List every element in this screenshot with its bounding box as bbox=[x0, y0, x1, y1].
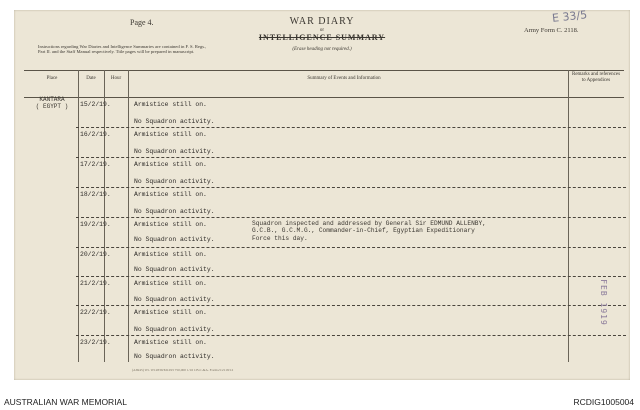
erase-note: (Erase heading not required.) bbox=[292, 47, 352, 52]
entry-line: Armistice still on. bbox=[134, 309, 207, 316]
row-separator bbox=[76, 217, 626, 218]
column-divider bbox=[104, 70, 105, 362]
entry-date: 16/2/19. bbox=[80, 131, 111, 138]
page-subtitle: INTELLIGENCE SUMMARY bbox=[258, 33, 386, 42]
row-separator bbox=[76, 335, 626, 336]
entry-line: Armistice still on. bbox=[134, 191, 207, 198]
instructions-note: Instructions regarding War Diaries and Intelligence Summaries are contained in F. S. Regs., Part II. and the Staff Manual respectively. Title pages will be prepared in manuscript. bbox=[38, 44, 207, 55]
received-date-stamp: FEB 1919 bbox=[598, 279, 608, 326]
army-form-label: Army Form C. 2118. bbox=[524, 27, 579, 34]
entry-line: Armistice still on. bbox=[134, 280, 207, 287]
entry-date: 18/2/19. bbox=[80, 191, 111, 198]
printer-imprint: (A6945) Wt. W12839/M1293 750,000 1/16 J.B.C.&A. Forms/C2118/12 bbox=[132, 368, 234, 372]
title-connector: or bbox=[319, 28, 325, 33]
column-header-remarks: Remarks and references to Appendices bbox=[571, 72, 621, 83]
entry-date: 17/2/19. bbox=[80, 161, 111, 168]
entry-line: Armistice still on. bbox=[134, 221, 207, 228]
remark-line: Squadron inspected and addressed by General Sir EDMUND ALLENBY, bbox=[252, 220, 486, 227]
column-header-place: Place bbox=[46, 76, 58, 81]
row-separator bbox=[76, 276, 626, 277]
place-cell bbox=[22, 96, 82, 110]
reference-stamp: E 33/5 bbox=[551, 8, 588, 25]
row-separator bbox=[76, 305, 626, 306]
entry-date: 20/2/19. bbox=[80, 251, 111, 258]
column-header-summary: Summary of Events and Information bbox=[307, 76, 381, 81]
diary-page bbox=[14, 10, 630, 380]
archive-credit: AUSTRALIAN WAR MEMORIAL bbox=[4, 397, 127, 407]
row-separator bbox=[76, 247, 626, 248]
entry-line: No Squadron activity. bbox=[134, 353, 215, 360]
entry-date: 21/2/19. bbox=[80, 280, 111, 287]
entry-line: Armistice still on. bbox=[134, 339, 207, 346]
inspection-remark bbox=[252, 220, 486, 242]
entry-line: Armistice still on. bbox=[134, 101, 207, 108]
column-header-rule bbox=[24, 97, 624, 98]
column-divider bbox=[78, 70, 79, 362]
row-separator bbox=[76, 127, 626, 128]
entry-line: Armistice still on. bbox=[134, 251, 207, 258]
entry-line: No Squadron activity. bbox=[134, 296, 215, 303]
table-top-rule bbox=[24, 70, 624, 71]
page-label: Page 4. bbox=[130, 18, 154, 27]
entry-date: 19/2/19. bbox=[80, 221, 111, 228]
place-country: ( EGYPT ) bbox=[35, 103, 69, 110]
entry-line: No Squadron activity. bbox=[134, 148, 215, 155]
entry-date: 15/2/19. bbox=[80, 101, 111, 108]
entry-line: No Squadron activity. bbox=[134, 236, 215, 243]
entry-date: 23/2/19. bbox=[80, 339, 111, 346]
column-divider bbox=[568, 70, 569, 362]
column-header-hour: Hour bbox=[110, 76, 122, 81]
remark-line: G.C.B., G.C.M.G., Commander-in-Chief, Egyptian Expeditionary bbox=[252, 227, 475, 235]
entry-line: No Squadron activity. bbox=[134, 118, 215, 125]
entry-line: Armistice still on. bbox=[134, 131, 207, 138]
entry-line: No Squadron activity. bbox=[134, 178, 215, 185]
entry-date: 22/2/19. bbox=[80, 309, 111, 316]
entry-line: Armistice still on. bbox=[134, 161, 207, 168]
column-divider bbox=[128, 70, 129, 362]
entry-line: No Squadron activity. bbox=[134, 208, 215, 215]
entry-line: No Squadron activity. bbox=[134, 266, 215, 273]
archive-reference: RCDIG1005004 bbox=[573, 397, 634, 407]
page-title: WAR DIARY bbox=[289, 16, 355, 27]
place-name: KANTARA bbox=[39, 96, 65, 103]
row-separator bbox=[76, 157, 626, 158]
column-header-date: Date bbox=[86, 76, 96, 81]
row-separator bbox=[76, 187, 626, 188]
remark-line: Force this day. bbox=[252, 234, 308, 242]
entry-line: No Squadron activity. bbox=[134, 326, 215, 333]
